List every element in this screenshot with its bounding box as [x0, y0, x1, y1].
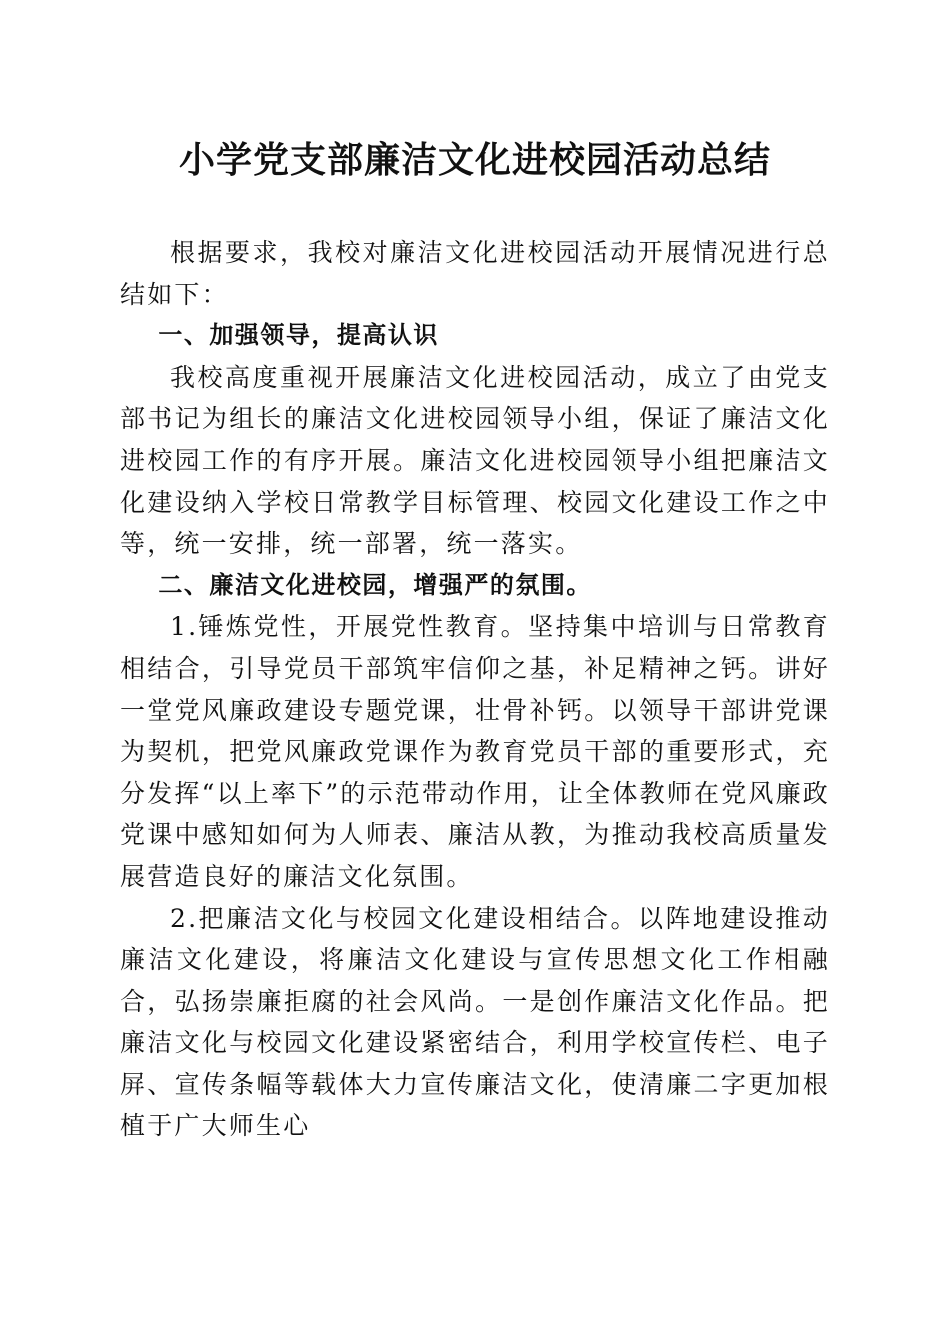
section-1-paragraph: 我校高度重视开展廉洁文化进校园活动，成立了由党支部书记为组长的廉洁文化进校园领导小组，保证了廉洁文化进校园工作的有序开展。廉洁文化进校园领导小组把廉洁文化建设纳入学校日常教学目标管理、校园文化建设工作之中等，统一安排，统一部署，统一落实。	[120, 362, 830, 559]
document-body	[120, 232, 830, 1147]
section-2-item-1: 1.锤炼党性，开展党性教育。坚持集中培训与日常教育相结合，引导党员干部筑牢信仰之基，补足精神之钙。讲好一堂党风廉政建设专题党课，壮骨补钙。以领导干部讲党课为契机，把党风廉政党课作为教育党员干部的重要形式，充分发挥“以上率下”的示范带动作用，让全体教师在党风廉政党课中感知如何为人师表、廉洁从教，为推动我校高质量发展营造良好的廉洁文化氛围。	[120, 612, 830, 891]
section-2-heading: 二、廉洁文化进校园，增强严的氛围。	[158, 570, 592, 599]
section-1-heading: 一、加强领导，提高认识	[158, 321, 439, 350]
section-2-item-2: 2.把廉洁文化与校园文化建设相结合。以阵地建设推动廉洁文化建设，将廉洁文化建设与宣传思想文化工作相融合，弘扬崇廉拒腐的社会风尚。一是创作廉洁文化作品。把廉洁文化与校园文化建设紧密结合，利用学校宣传栏、电子屏、宣传条幅等载体大力宣传廉洁文化，使清廉二字更加根植于广大师生心	[120, 903, 830, 1141]
intro-paragraph: 根据要求，我校对廉洁文化进校园活动开展情况进行总结如下：	[120, 238, 830, 309]
document-title: 小学党支部廉洁文化进校园活动总结	[178, 139, 771, 181]
